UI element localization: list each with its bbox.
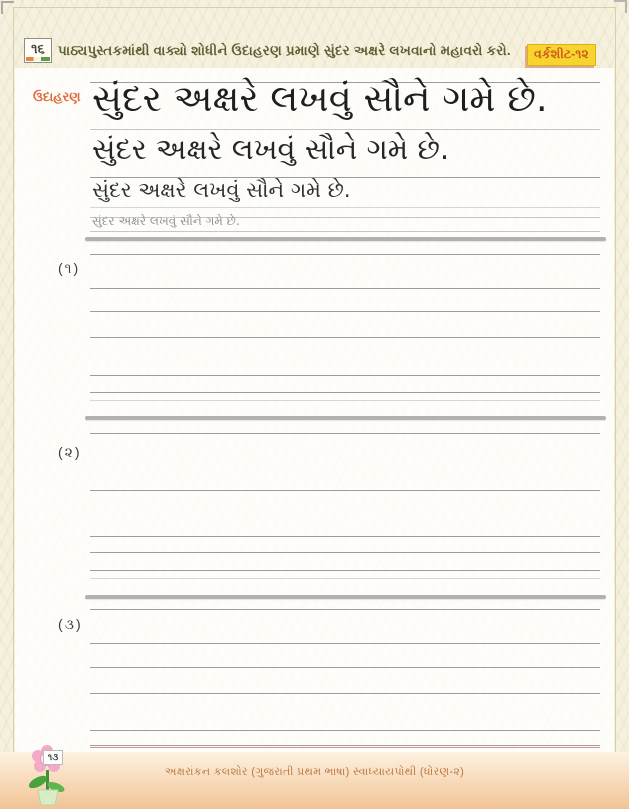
writing-line <box>90 693 600 694</box>
instruction-text: પાઠ્યપુસ્તકમાંથી વાક્યો શોધીને ઉદાહરણ પ્રમાણે સુંદર અક્ષરે લખવાનો મહાવરો કરો. <box>58 43 511 58</box>
example-sentence-medium: સુંદર અક્ષરે લખવું સૌને ગમે છે. <box>92 132 450 166</box>
writing-line <box>90 254 600 255</box>
guide-line <box>90 207 600 208</box>
worksheet-badge: વર્કશીટ-૧૨ <box>527 44 596 66</box>
book-title: અક્ષરાંકન કલશોર (ગુજરાતી પ્રથમ ભાષા) સ્વાધ્યાયપોથી (ધોરણ-૨) <box>164 766 465 778</box>
writing-line <box>90 578 600 579</box>
example-label: ઉદાહરણ <box>33 89 81 104</box>
example-sentence-small: સુંદર અક્ષરે લખવું સૌને ગમે છે. <box>92 178 351 202</box>
guide-line <box>90 129 600 130</box>
badge-stripe-icon <box>26 57 50 61</box>
writing-line <box>90 311 600 312</box>
writing-line <box>90 400 600 401</box>
content-panel <box>15 68 614 752</box>
writing-line <box>90 433 600 434</box>
footer-divider <box>90 747 600 748</box>
writing-line <box>90 745 600 746</box>
section-divider-bar <box>85 416 606 420</box>
example-sentence-tiny: સુંદર અક્ષરે લખવું સૌને ગમે છે. <box>92 214 240 228</box>
corner-mark-icon <box>614 0 627 13</box>
writing-line <box>90 730 600 731</box>
example-sentence-large: સુંદર અક્ષરે લખવું સૌને ગમે છે. <box>92 77 548 120</box>
footer-band <box>0 752 629 809</box>
guide-line <box>90 231 600 232</box>
writing-line <box>90 375 600 376</box>
writing-line <box>90 570 600 571</box>
lesson-number: ૧૬ <box>31 41 45 56</box>
lesson-number-badge <box>24 38 52 63</box>
writing-line <box>90 337 600 338</box>
writing-line <box>90 536 600 537</box>
writing-line <box>90 392 600 393</box>
writing-line <box>90 288 600 289</box>
writing-line <box>90 643 600 644</box>
section-number: (૨) <box>58 444 82 460</box>
section-divider-bar <box>85 595 606 599</box>
page-number: ૧૩ <box>43 750 63 765</box>
writing-line <box>90 609 600 610</box>
section-number: (૧) <box>58 260 81 276</box>
writing-line <box>90 490 600 491</box>
section-divider-bar <box>85 237 606 241</box>
corner-mark-icon <box>1 1 14 14</box>
section-number: (૩) <box>58 616 83 632</box>
writing-line <box>90 552 600 553</box>
writing-line <box>90 667 600 668</box>
